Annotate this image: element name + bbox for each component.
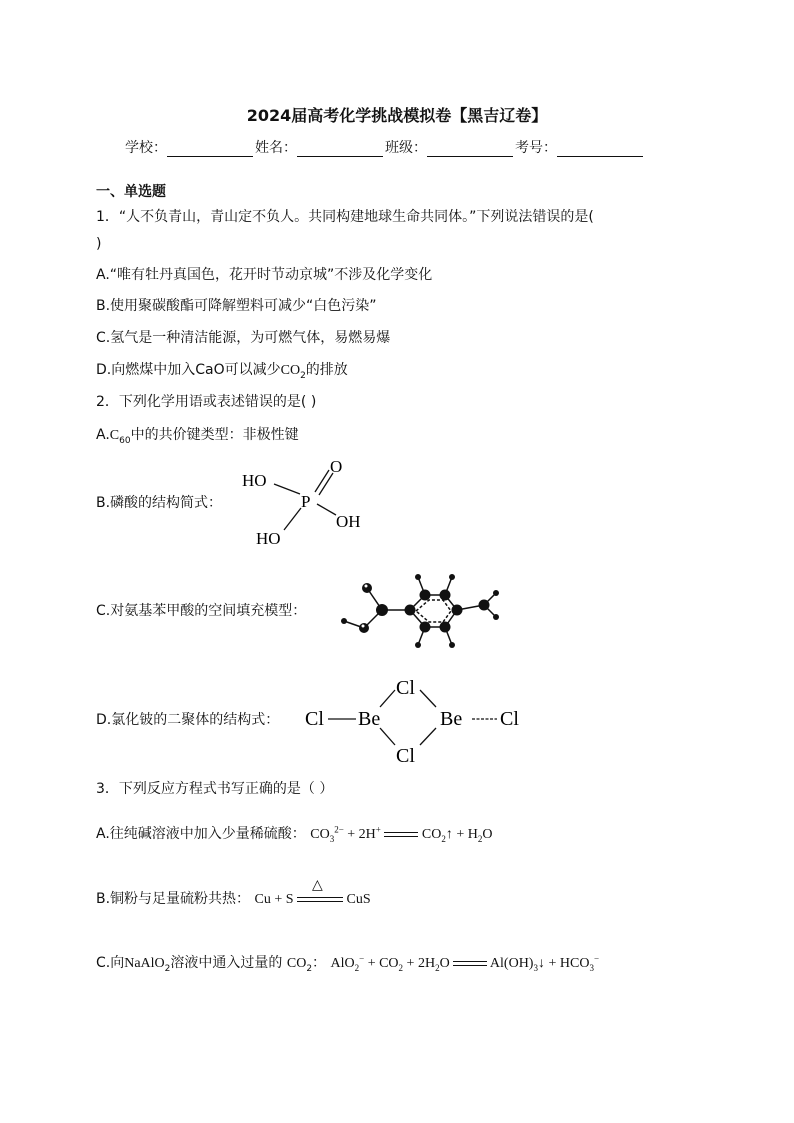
eqC-h2o-sub: 2 [435,962,440,973]
eqB-rhs: CuS [346,892,371,907]
q3-stem: 3．下列反应方程式书写正确的是（ ） [96,781,334,797]
exam-no-label: 考号： [515,140,557,156]
page-title: 2024届高考化学挑战模拟卷【黑吉辽卷】 [246,106,548,125]
eqB-equals [297,877,343,905]
q2-option-b: B.磷酸的结构简式： [96,495,223,511]
eqC-h2o-o: O [439,956,450,971]
q1-d-co: CO [280,363,301,378]
becl-cl-top: Cl [396,677,415,699]
phosphoric-ho-top: HO [242,471,267,490]
eqA-h2o-sub: 2 [477,833,483,844]
phosphoric-p: P [301,492,311,511]
q1-option-d [96,359,348,379]
q3-c-pre: C.向 [96,955,125,971]
eqC-hco-sup: − [593,953,600,964]
eqA-co-sub: 3 [329,833,335,844]
student-info-line [125,137,645,157]
q3-c-co2: CO [286,956,307,971]
q2-a-pre: A. [96,427,110,443]
q1-option-b: B.使用聚碳酸酯可降解塑料可减少“白色污染” [96,298,377,314]
eqC-hco-sub: 3 [589,962,594,973]
q3-c-co2-sub: 2 [306,963,313,974]
eqC-alo-sub: 2 [354,962,360,973]
q3-c-naalo: NaAlO [124,956,165,971]
q3-a-equation [310,824,493,844]
eqA-co2-sub: 2 [441,833,446,844]
eqC-alo-sup: − [359,953,365,964]
name-blank[interactable] [297,142,383,157]
q2-a-sub: 60 [119,435,131,446]
q2-option-d: D.氯化铍的二聚体的结构式： [96,712,280,728]
q3-c-colon: ： [312,955,327,971]
eqA-co-sup: 2− [334,824,344,835]
eqA-h2o: + H [452,827,478,842]
q2-option-c: C.对氨基苯甲酸的空间填充模型： [96,603,307,619]
exam-no-blank[interactable] [557,142,643,157]
q3-option-b [96,877,371,908]
eqB-lhs: Cu + S [254,892,294,907]
becl-cl-left: Cl [305,708,324,730]
q1-d-pre: D.向燃煤中加入CaO可以减少 [96,362,281,378]
section-title: 一、单选题 [96,184,166,200]
eqC-aloh-sub: 3 [533,962,538,973]
class-blank[interactable] [427,142,513,157]
school-blank[interactable] [167,142,253,157]
q3-c-naalo-sub: 2 [164,963,171,974]
phosphoric-o: O [330,457,343,476]
eqA-up-arrow: ↑ [445,827,453,842]
phosphoric-ho-bottom: HO [256,529,281,548]
eqA-co2: CO [421,827,442,842]
becl-be-left: Be [358,708,381,730]
eqC-co2: + CO [364,956,399,971]
class-label: 班级： [385,140,427,156]
q1-option-a: A.“唯有牡丹真国色，花开时节动京城”不涉及化学变化 [96,267,433,283]
becl-cl-bottom: Cl [396,745,415,767]
q3-b-equation [254,877,371,907]
q1-option-c: C.氢气是一种清洁能源，为可燃气体，易燃易爆 [96,330,391,346]
q1-d-post: 的排放 [305,362,348,378]
eqC-down-arrow: ↓ [537,956,545,971]
q3-a-text: A.往纯碱溶液中加入少量稀硫酸： [96,826,306,842]
q2-a-post: 中的共价键类型：非极性键 [130,427,299,443]
eqA-h2o-o: O [482,827,493,842]
heat-condition: △ [312,877,323,893]
q3-c-equation [330,953,600,973]
phosphoric-acid-structure [236,452,386,552]
q2-option-a [96,424,299,444]
eqC-h2o: + 2H [403,956,436,971]
eqA-h: + 2H [343,827,376,842]
name-label: 姓名： [255,140,297,156]
eqA-equals [384,830,418,840]
q2-a-c: C [109,428,120,443]
becl-cl-right: Cl [500,708,519,730]
aminobenzoic-acid-model [332,555,508,655]
q2-stem: 2．下列化学用语或表述错误的是( ) [96,394,317,410]
q1-stem: 1．“人不负青山，青山定不负人。共同构建地球生命共同体。”下列说法错误的是( [96,209,594,225]
beryllium-chloride-dimer [300,672,536,772]
eqC-alo: AlO [330,956,355,971]
eqA-h-sup: + [375,824,381,835]
q3-c-mid: 溶液中通入过量的 [170,955,283,971]
eqC-aloh: Al(OH) [489,956,534,971]
eqC-equals [453,959,487,969]
eqC-co2-sub: 2 [398,962,404,973]
q1-stem-end: ) [96,236,102,252]
q3-option-c [96,952,599,972]
becl-be-right: Be [440,708,463,730]
eqA-co: CO [310,827,330,842]
phosphoric-oh: OH [336,512,361,531]
q1-d-sub: 2 [300,370,306,381]
q3-option-a [96,823,492,843]
eqC-hco: + HCO [544,956,590,971]
school-label: 学校： [125,140,167,156]
q3-b-text: B.铜粉与足量硫粉共热： [96,891,251,907]
